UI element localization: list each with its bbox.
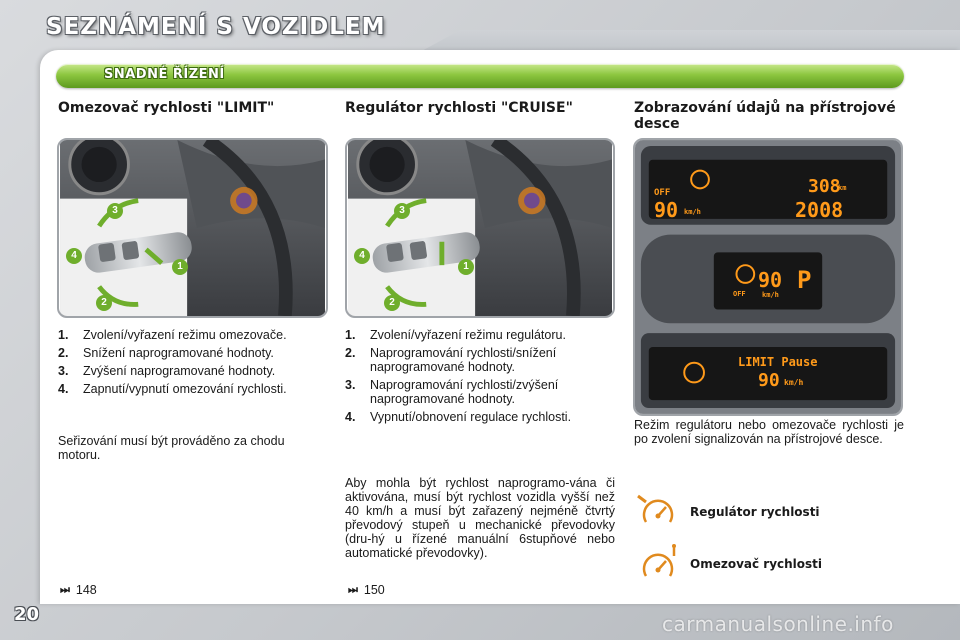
cruise-control-photo [345,138,615,318]
lcd-top-off: OFF [654,188,671,198]
cruise-page-reference[interactable] [348,583,385,597]
list-item-number: 1. [345,328,356,342]
limiter-control-photo [57,138,328,318]
display-note: Režim regulátoru nebo omezovače rychlosti je po zvolení signalizován na přístrojové desce. [634,418,904,446]
limit-note: Seřizování musí být prováděno za chodu motoru. [58,434,285,462]
lcd-middle-gear: P [797,266,812,294]
list-item-text: Zvolení/vyřazení režimu omezovače. [83,328,287,342]
list-item-text: Zapnutí/vypnutí omezování rychlosti. [83,382,287,396]
list-item-number: 3. [58,364,69,378]
lcd-bottom-speed: 90 [758,370,780,391]
list-item-text: Snížení naprogramované hodnoty. [83,346,274,360]
lcd-bottom-status: LIMIT Pause [738,355,818,369]
list-item-number: 4. [345,410,356,424]
cruise-control-icon [636,492,680,532]
display-heading: Zobrazování údajů na přístrojové desce [634,100,896,132]
list-item [58,382,328,396]
callout-4: 4 [66,248,82,264]
cruise-column [345,100,617,116]
list-item [58,346,328,360]
list-item-text: Vypnutí/obnovení regulace rychlosti. [370,410,572,424]
callout-2: 2 [96,295,112,311]
cruise-control-illustration [347,140,613,316]
lcd-top-odometer: 308 [808,176,841,197]
limit-page-reference[interactable] [60,583,97,597]
section-title: SNADNÉ ŘÍZENÍ [104,67,225,82]
list-item-text: Zvýšení naprogramované hodnoty. [83,364,276,378]
list-item-text: Naprogramování rychlosti/snížení naprogramované hodnoty. [370,346,557,374]
limit-list [58,328,328,400]
reference-page-number: 150 [363,583,385,597]
lcd-top-total: 2008 [795,198,844,222]
list-item-number: 2. [345,346,356,360]
lcd-middle-unit: km/h [762,291,779,299]
legend-limiter [636,544,822,584]
lcd-top-odo-unit: km [838,184,847,192]
panel-notch [420,30,960,52]
list-item-text: Zvolení/vyřazení režimu regulátoru. [370,328,566,342]
list-item [58,364,328,378]
limiter-control-illustration [59,140,326,316]
list-item-number: 2. [58,346,69,360]
lcd-middle-off: OFF [733,290,746,298]
page-number: 20 [14,604,40,625]
display-column [634,100,906,132]
cruise-list [345,328,617,428]
speed-limiter-icon [636,544,680,584]
list-item-number: 4. [58,382,69,396]
lcd-top-unit: km/h [684,208,701,216]
list-item-number: 3. [345,378,356,392]
legend-label: Regulátor rychlosti [690,505,820,519]
legend-label: Omezovač rychlosti [690,557,823,571]
legend-cruise [636,492,820,532]
page-title: SEZNÁMENÍ S VOZIDLEM [46,14,386,40]
callout-4: 4 [354,248,370,264]
callout-1: 1 [458,259,474,275]
reference-page-number: 148 [75,583,97,597]
list-item [58,328,328,342]
callout-2: 2 [384,295,400,311]
limit-heading: Omezovač rychlosti "LIMIT" [58,100,275,116]
page-reference-icon: ⏭ [348,583,358,596]
lcd-top-speed: 90 [654,198,679,222]
callout-3: 3 [107,203,123,219]
list-item [345,378,617,406]
list-item [345,328,617,342]
list-item-number: 1. [58,328,69,342]
cruise-heading: Regulátor rychlosti "CRUISE" [345,100,573,116]
watermark: carmanualsonline.info [662,612,894,636]
cruise-note: Aby mohla být rychlost naprogramo-vána či aktivována, musí být rychlost vozidla vyšší než 40 km/h a musí být zařazený nejméně čtvrtý převodový stupeň u mechanické převodovky (dru-hý u řízené manuální 6stupňové nebo automatické převodovky). [345,476,615,560]
list-item-text: Naprogramování rychlosti/zvýšení naprogramované hodnoty. [370,378,559,406]
page-reference-icon: ⏭ [60,583,70,596]
lcd-middle-speed: 90 [758,268,783,292]
callout-1: 1 [172,259,188,275]
limit-column [58,100,328,116]
list-item [345,410,617,424]
list-item [345,346,617,374]
lcd-bottom-unit: km/h [784,378,804,387]
callout-3: 3 [394,203,410,219]
